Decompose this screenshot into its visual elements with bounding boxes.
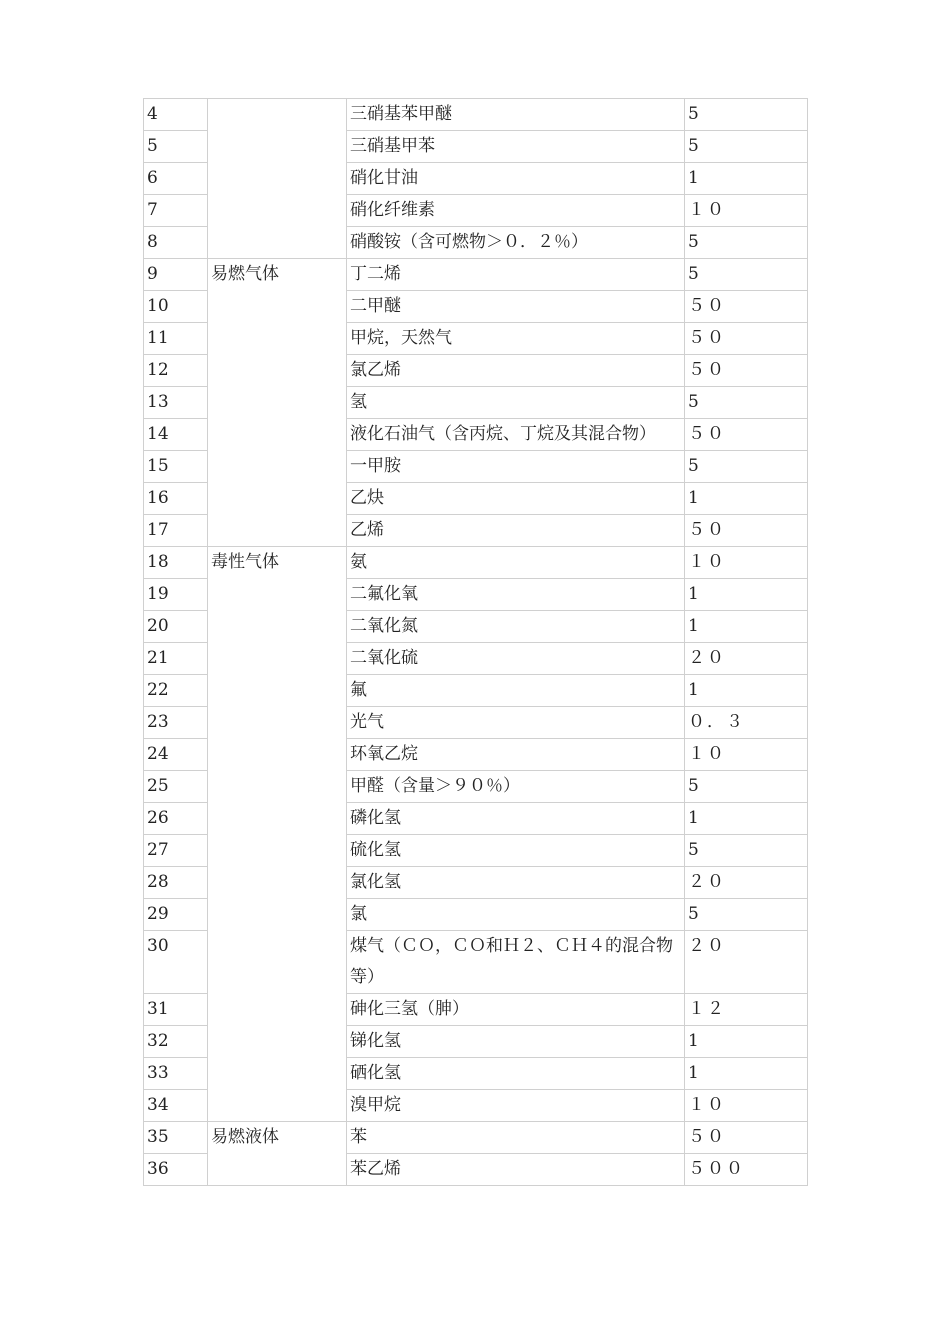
substance-name: 氢 [347,387,685,419]
row-number: 21 [144,643,208,675]
substance-name: 二氧化硫 [347,643,685,675]
category-cell: 易燃液体 [208,1122,347,1186]
substance-name: 硝化纤维素 [347,195,685,227]
row-number: 9 [144,259,208,291]
threshold-quantity: ５００ [685,1154,808,1186]
threshold-quantity: １２ [685,994,808,1026]
row-number: 22 [144,675,208,707]
row-number: 34 [144,1090,208,1122]
threshold-quantity: 5 [685,835,808,867]
substance-name: 氟 [347,675,685,707]
substance-name: 氨 [347,547,685,579]
substance-name: 苯乙烯 [347,1154,685,1186]
threshold-quantity: 1 [685,483,808,515]
substance-name: 二氟化氧 [347,579,685,611]
substance-name: 二甲醚 [347,291,685,323]
substance-name: 硝酸铵（含可燃物＞０．２％） [347,227,685,259]
row-number: 20 [144,611,208,643]
threshold-quantity: ２０ [685,867,808,899]
row-number: 32 [144,1026,208,1058]
threshold-quantity: 1 [685,163,808,195]
category-cell [208,99,347,259]
row-number: 5 [144,131,208,163]
threshold-quantity: １０ [685,739,808,771]
row-number: 31 [144,994,208,1026]
row-number: 10 [144,291,208,323]
substance-name: 硫化氢 [347,835,685,867]
row-number: 11 [144,323,208,355]
row-number: 33 [144,1058,208,1090]
row-number: 12 [144,355,208,387]
threshold-quantity: ２０ [685,643,808,675]
substance-name: 一甲胺 [347,451,685,483]
threshold-quantity: ２０ [685,931,808,994]
row-number: 19 [144,579,208,611]
substance-name: 砷化三氢（胂） [347,994,685,1026]
threshold-quantity: 5 [685,259,808,291]
threshold-quantity: 5 [685,899,808,931]
substance-name: 硝化甘油 [347,163,685,195]
substance-name: 溴甲烷 [347,1090,685,1122]
substance-name: 氯 [347,899,685,931]
substance-table [143,98,808,1186]
table-row [144,99,808,131]
substance-name: 丁二烯 [347,259,685,291]
threshold-quantity: ５０ [685,291,808,323]
table-row [144,547,808,579]
row-number: 17 [144,515,208,547]
substance-name: 三硝基苯甲醚 [347,99,685,131]
threshold-quantity: 1 [685,675,808,707]
row-number: 35 [144,1122,208,1154]
row-number: 25 [144,771,208,803]
table-row [144,259,808,291]
threshold-quantity: ０．３ [685,707,808,739]
substance-name: 煤气（ＣＯ，ＣＯ和Ｈ２、ＣＨ４的混合物等） [347,931,685,994]
row-number: 16 [144,483,208,515]
threshold-quantity: ５０ [685,419,808,451]
threshold-quantity: 5 [685,387,808,419]
substance-name: 甲醛（含量＞９０％） [347,771,685,803]
threshold-quantity: ５０ [685,1122,808,1154]
substance-name: 环氧乙烷 [347,739,685,771]
threshold-quantity: 5 [685,131,808,163]
substance-name: 乙烯 [347,515,685,547]
row-number: 15 [144,451,208,483]
threshold-quantity: 1 [685,579,808,611]
table-row [144,1122,808,1154]
row-number: 29 [144,899,208,931]
substance-name: 锑化氢 [347,1026,685,1058]
substance-name: 磷化氢 [347,803,685,835]
threshold-quantity: 5 [685,99,808,131]
substance-name: 液化石油气（含丙烷、丁烷及其混合物） [347,419,685,451]
row-number: 23 [144,707,208,739]
threshold-quantity: １０ [685,195,808,227]
row-number: 24 [144,739,208,771]
table-body [144,99,808,1186]
substance-name: 硒化氢 [347,1058,685,1090]
substance-name: 苯 [347,1122,685,1154]
row-number: 26 [144,803,208,835]
substance-name: 二氧化氮 [347,611,685,643]
threshold-quantity: ５０ [685,323,808,355]
category-cell: 毒性气体 [208,547,347,1122]
threshold-quantity: 1 [685,803,808,835]
row-number: 27 [144,835,208,867]
row-number: 18 [144,547,208,579]
threshold-quantity: 1 [685,1058,808,1090]
row-number: 30 [144,931,208,994]
substance-name: 氯化氢 [347,867,685,899]
threshold-quantity: １０ [685,547,808,579]
threshold-quantity: １０ [685,1090,808,1122]
row-number: 36 [144,1154,208,1186]
threshold-quantity: ５０ [685,515,808,547]
row-number: 8 [144,227,208,259]
category-cell: 易燃气体 [208,259,347,547]
threshold-quantity: 1 [685,1026,808,1058]
threshold-quantity: 5 [685,451,808,483]
row-number: 4 [144,99,208,131]
threshold-quantity: 5 [685,227,808,259]
row-number: 6 [144,163,208,195]
row-number: 28 [144,867,208,899]
row-number: 14 [144,419,208,451]
substance-name: 光气 [347,707,685,739]
threshold-quantity: ５０ [685,355,808,387]
substance-name: 乙炔 [347,483,685,515]
substance-name: 氯乙烯 [347,355,685,387]
row-number: 7 [144,195,208,227]
threshold-quantity: 5 [685,771,808,803]
substance-name: 三硝基甲苯 [347,131,685,163]
threshold-quantity: 1 [685,611,808,643]
substance-name: 甲烷，天然气 [347,323,685,355]
row-number: 13 [144,387,208,419]
